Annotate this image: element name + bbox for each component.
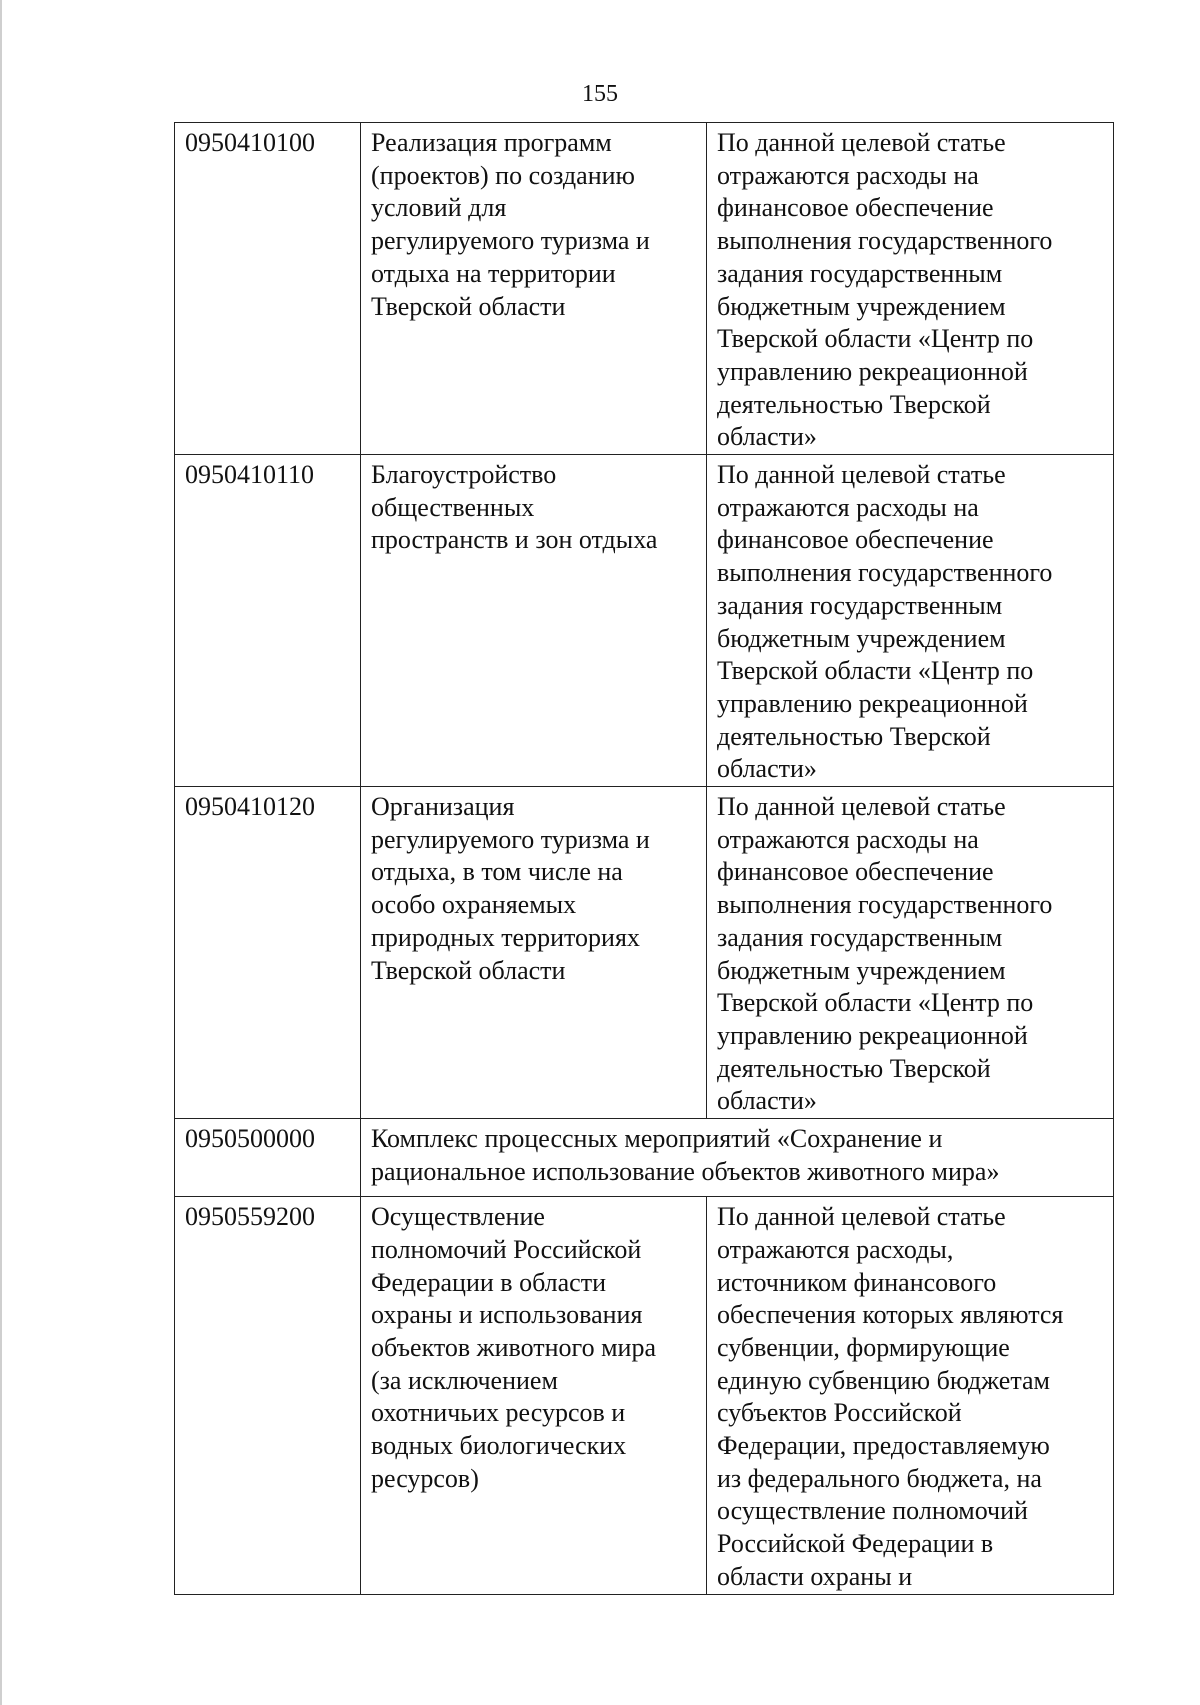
description-line: области» bbox=[717, 754, 817, 784]
name-line: Благоустройство bbox=[371, 460, 557, 490]
name-line: природных территориях bbox=[371, 922, 640, 952]
description-line: отражаются расходы на bbox=[717, 492, 979, 522]
code-text: 0950410100 bbox=[185, 128, 315, 157]
description-line: выполнения государственного bbox=[717, 890, 1053, 920]
name-line: полномочий Российской bbox=[371, 1234, 642, 1264]
name-line: отдыха, в том числе на bbox=[371, 857, 623, 887]
description-line: бюджетным учреждением bbox=[717, 623, 1006, 653]
description-line: финансовое обеспечение bbox=[717, 193, 994, 223]
code-cell bbox=[175, 787, 361, 1119]
description-cell bbox=[707, 787, 1114, 1119]
name-line: Реализация программ bbox=[371, 128, 612, 157]
description-line: Тверской области «Центр по bbox=[717, 988, 1034, 1018]
name-cell bbox=[361, 1197, 707, 1594]
name-line: Тверской области bbox=[371, 291, 566, 321]
name-line: (проектов) по созданию bbox=[371, 160, 635, 190]
code-text: 0950559200 bbox=[185, 1202, 315, 1232]
description-line: задания государственным bbox=[717, 922, 1003, 952]
description-line: задания государственным bbox=[717, 590, 1003, 620]
table-row bbox=[175, 455, 1114, 787]
description-cell bbox=[707, 455, 1114, 787]
table-row bbox=[175, 123, 1114, 455]
description-line: Федерации, предоставляемую bbox=[717, 1431, 1050, 1461]
description-line: отражаются расходы на bbox=[717, 824, 979, 854]
description-line: области» bbox=[717, 1086, 817, 1116]
description-line: бюджетным учреждением bbox=[717, 955, 1006, 985]
name-line: ресурсов) bbox=[371, 1463, 479, 1493]
code-text: 0950410110 bbox=[185, 460, 315, 490]
table-row bbox=[175, 1119, 1114, 1197]
name-line: охраны и использования bbox=[371, 1300, 643, 1330]
name-cell bbox=[361, 455, 707, 787]
description-line: области» bbox=[717, 422, 817, 452]
description-line: субвенции, формирующие bbox=[717, 1332, 1010, 1362]
code-cell bbox=[175, 123, 361, 455]
merged-name-cell bbox=[361, 1119, 1114, 1197]
description-line: По данной целевой статье bbox=[717, 128, 1006, 157]
description-line: отражаются расходы на bbox=[717, 160, 979, 190]
name-line: особо охраняемых bbox=[371, 890, 577, 920]
scan-left-edge bbox=[0, 0, 2, 1705]
description-line: выполнения государственного bbox=[717, 226, 1053, 256]
budget-classification-table bbox=[174, 122, 1114, 1595]
description-line: области охраны и bbox=[717, 1561, 913, 1591]
description-line: финансовое обеспечение bbox=[717, 857, 994, 887]
description-cell bbox=[707, 1197, 1114, 1594]
name-line: Осуществление bbox=[371, 1202, 545, 1232]
name-line: водных биологических bbox=[371, 1431, 627, 1461]
description-line: источником финансового bbox=[717, 1267, 997, 1297]
description-line: Тверской области «Центр по bbox=[717, 656, 1034, 686]
merged-name-line: рациональное использование объектов животного мира» bbox=[371, 1156, 1000, 1186]
description-line: задания государственным bbox=[717, 258, 1003, 288]
name-line: Федерации в области bbox=[371, 1267, 606, 1297]
description-line: деятельностью Тверской bbox=[717, 389, 991, 419]
name-line: регулируемого туризма и bbox=[371, 824, 650, 854]
description-line: финансовое обеспечение bbox=[717, 525, 994, 555]
description-line: деятельностью Тверской bbox=[717, 1053, 991, 1083]
description-cell bbox=[707, 123, 1114, 455]
description-line: деятельностью Тверской bbox=[717, 721, 991, 751]
name-cell bbox=[361, 787, 707, 1119]
description-line: осуществление полномочий bbox=[717, 1496, 1028, 1526]
code-text: 0950500000 bbox=[185, 1124, 315, 1154]
name-line: Тверской области bbox=[371, 955, 566, 985]
description-line: Российской Федерации в bbox=[717, 1529, 994, 1559]
code-text: 0950410120 bbox=[185, 792, 315, 822]
description-line: По данной целевой статье bbox=[717, 792, 1006, 822]
merged-name-line: Комплекс процессных мероприятий «Сохранение и bbox=[371, 1124, 943, 1154]
name-line: пространств и зон отдыха bbox=[371, 525, 658, 555]
description-line: По данной целевой статье bbox=[717, 1202, 1006, 1232]
description-line: выполнения государственного bbox=[717, 558, 1053, 588]
page-number: 155 bbox=[582, 81, 618, 107]
description-line: Тверской области «Центр по bbox=[717, 324, 1034, 354]
description-line: обеспечения которых являются bbox=[717, 1300, 1064, 1330]
description-line: По данной целевой статье bbox=[717, 460, 1006, 490]
table-row bbox=[175, 1197, 1114, 1594]
code-cell bbox=[175, 455, 361, 787]
description-line: управлению рекреационной bbox=[717, 1020, 1028, 1050]
name-cell bbox=[361, 123, 707, 455]
name-line: условий для bbox=[371, 193, 507, 223]
name-line: отдыха на территории bbox=[371, 258, 616, 288]
description-line: субъектов Российской bbox=[717, 1398, 962, 1428]
description-line: отражаются расходы, bbox=[717, 1234, 954, 1264]
name-line: охотничьих ресурсов и bbox=[371, 1398, 626, 1428]
description-line: бюджетным учреждением bbox=[717, 291, 1006, 321]
name-line: объектов животного мира bbox=[371, 1332, 656, 1362]
name-line: (за исключением bbox=[371, 1365, 558, 1395]
name-line: общественных bbox=[371, 492, 535, 522]
description-line: управлению рекреационной bbox=[717, 356, 1028, 386]
description-line: единую субвенцию бюджетам bbox=[717, 1365, 1050, 1395]
name-line: Организация bbox=[371, 792, 515, 822]
table-row bbox=[175, 787, 1114, 1119]
code-cell bbox=[175, 1119, 361, 1197]
description-line: управлению рекреационной bbox=[717, 688, 1028, 718]
name-line: регулируемого туризма и bbox=[371, 226, 650, 256]
description-line: из федерального бюджета, на bbox=[717, 1463, 1042, 1493]
code-cell bbox=[175, 1197, 361, 1594]
